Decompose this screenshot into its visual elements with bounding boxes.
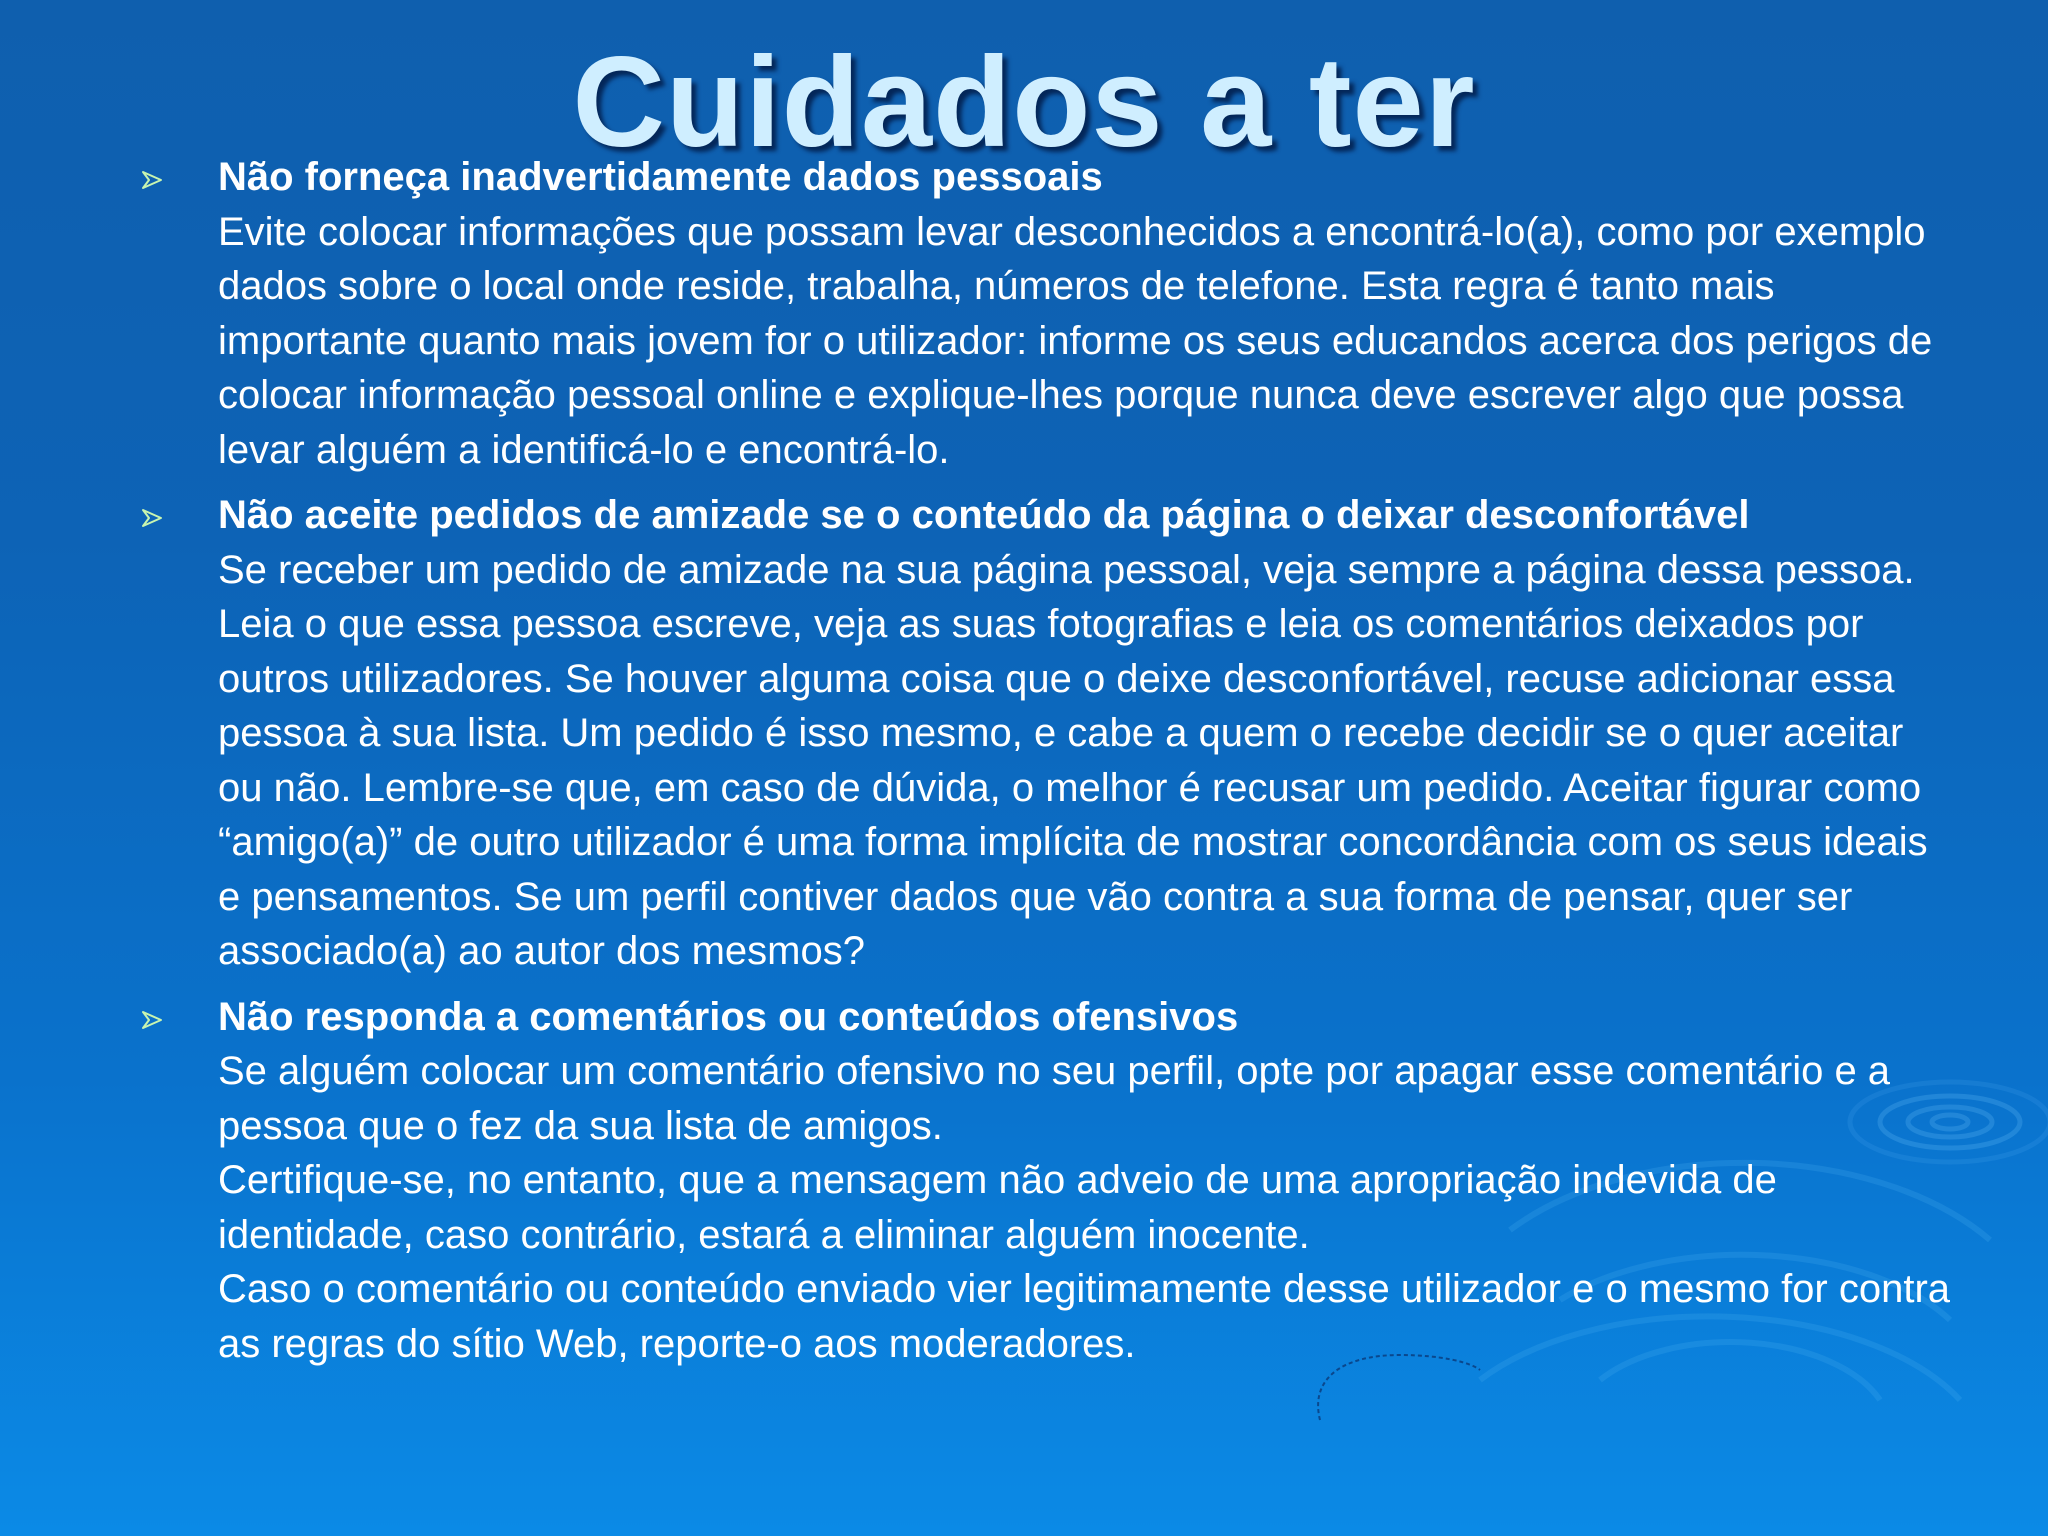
arrowhead-bullet-icon: [141, 508, 163, 528]
item-body: [218, 543, 1958, 979]
item-paragraph: Se alguém colocar um comentário ofensivo no seu perfil, opte por apagar esse comentário e a pessoa que o fez da sua lista de amigos.: [218, 1049, 1891, 1148]
list-item: [218, 990, 1958, 1372]
list-item: [218, 488, 1958, 979]
item-heading: Não responda a comentários ou conteúdos ofensivos: [218, 994, 1239, 1039]
item-body: [218, 205, 1958, 478]
list-item: [218, 150, 1958, 477]
item-paragraph: Certifique-se, no entanto, que a mensagem não adveio de uma apropriação indevida de identidade, caso contrário, estará a eliminar alguém inocente.: [218, 1158, 1777, 1257]
arrowhead-bullet-icon: [141, 1010, 163, 1030]
item-body: [218, 1044, 1958, 1371]
bullet-list: [218, 150, 1958, 1382]
item-paragraph: Evite colocar informações que possam levar desconhecidos a encontrá-lo(a), como por exemplo dados sobre o local onde reside, trabalha, números de telefone. Esta regra é tanto mais importante quanto mais jovem for o utilizador: informe os seus educandos acerca dos perigos de colocar informação pessoal online e explique-lhes porque nunca deve escrever algo que possa levar alguém a identificá-lo e encontrá-lo.: [218, 209, 1933, 472]
arrowhead-bullet-icon: [141, 170, 163, 190]
item-heading: Não forneça inadvertidamente dados pessoais: [218, 155, 1103, 199]
slide-title: Cuidados a ter: [572, 31, 1476, 174]
item-paragraph: Se receber um pedido de amizade na sua página pessoal, veja sempre a página dessa pessoa. Leia o que essa pessoa escreve, veja as suas fotografias e leia os comentários deixados por outros utilizadores. Se houver alguma coisa que o deixe desconfortável, recuse adicionar essa pessoa à sua lista. Um pedido é isso mesmo, e cabe a quem o recebe decidir se o quer aceitar ou não. Lembre-se que, em caso de dúvida, o melhor é recusar um pedido. Aceitar figurar como “amigo(a)” de outro utilizador é uma forma implícita de mostrar concordância com os seus ideais e pensamentos. Se um perfil contiver dados que vão contra a sua forma de pensar, quer ser associado(a) ao autor dos mesmos?: [218, 547, 1928, 973]
item-paragraph: Caso o comentário ou conteúdo enviado vier legitimamente desse utilizador e o mesmo for contra as regras do sítio Web, reporte-o aos moderadores.: [218, 1267, 1951, 1366]
item-heading: Não aceite pedidos de amizade se o conteúdo da página o deixar desconfortável: [218, 493, 1750, 537]
